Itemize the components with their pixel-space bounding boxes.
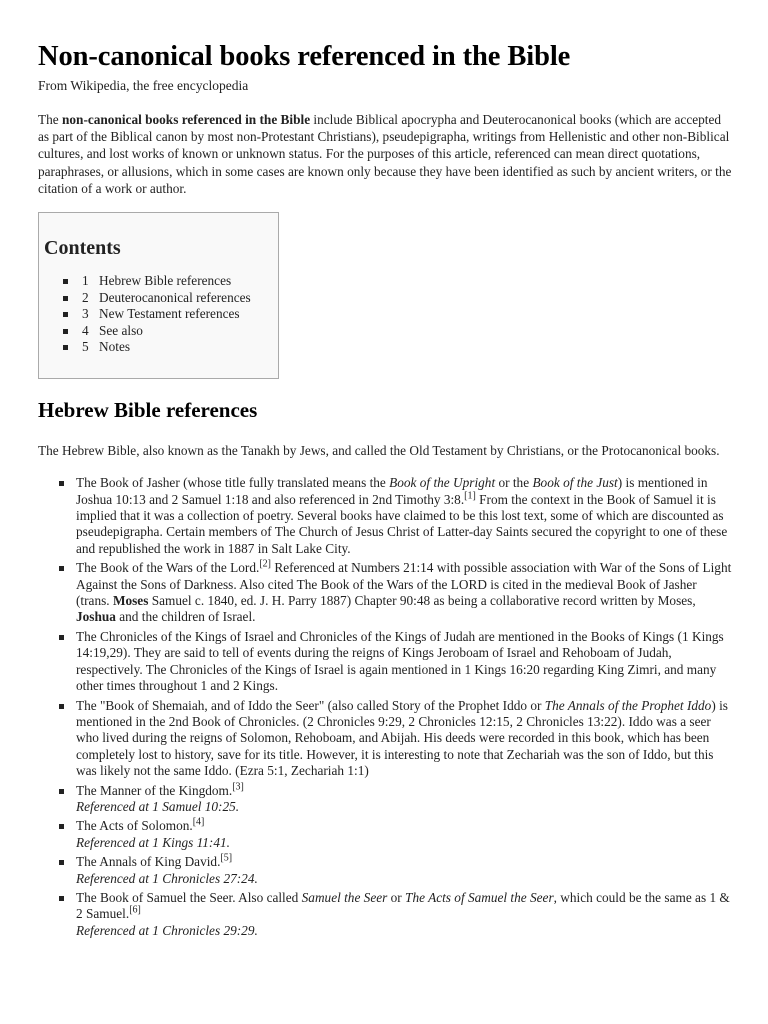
bullet-icon bbox=[59, 860, 64, 865]
list-item bbox=[38, 890, 732, 939]
toc-item-label[interactable]: Notes bbox=[99, 339, 131, 355]
item-bold: Joshua bbox=[76, 609, 116, 625]
item-text: The Chronicles of the Kings of Israel and Chronicles of the Kings of Judah are mentioned in the Books of Kings (1 Kings 14:19,29). They are said to tell of events during the reigns of Kings Jeroboam of Israel and Rehoboam of Judah, respectively. The Chronicles of the Kings of Israel is again mentioned in 1 Kings 16:20 regarding King Zimri, and many other times throughout 1 and 2 Kings. bbox=[76, 628, 724, 694]
bullet-icon bbox=[63, 312, 68, 317]
item-text: or the bbox=[495, 475, 533, 491]
toc-item-number: 2 bbox=[82, 289, 89, 305]
bullet-icon bbox=[63, 296, 68, 301]
toc-item-number: 4 bbox=[82, 322, 89, 338]
list-item bbox=[38, 560, 732, 626]
item-text: The "Book of Shemaiah, and of Iddo the Seer" (also called Story of the Prophet Iddo or bbox=[76, 697, 545, 713]
bullet-icon bbox=[63, 345, 68, 350]
bullet-icon bbox=[59, 704, 64, 709]
item-text: Samuel c. 1840, ed. J. H. Parry 1887) Chapter 90:48 as being a collaborative record written by Moses, bbox=[148, 593, 696, 609]
item-text: The Book of Samuel the Seer. Also called bbox=[76, 889, 302, 905]
intro-text-rest: include Biblical apocrypha and Deuterocanonical books (which are accepted as part of the Biblical canon by most non-Protestant Christians), pseudepigrapha, writings from Hellenistic and other non-Biblical cultures, and lost works of known or unknown status. For the purposes of this article, referenced can mean direct quotations, paraphrases, or allusions, which in some cases are known only because they have been identified as such by ancient writers, or the citation of a work or author. bbox=[38, 112, 732, 196]
toc-item-label[interactable]: Hebrew Bible references bbox=[99, 273, 232, 289]
item-text: The Book of the Wars of the Lord. bbox=[76, 560, 260, 576]
bullet-icon bbox=[59, 824, 64, 829]
table-of-contents bbox=[38, 212, 279, 379]
item-reference: Referenced at 1 Chronicles 29:29. bbox=[76, 922, 258, 938]
list-item bbox=[38, 783, 732, 816]
tagline: From Wikipedia, the free encyclopedia bbox=[38, 78, 249, 93]
bullet-icon bbox=[59, 481, 64, 486]
toc-item[interactable] bbox=[63, 339, 273, 356]
item-text: or bbox=[387, 889, 406, 905]
toc-item[interactable] bbox=[63, 323, 273, 340]
toc-item[interactable] bbox=[63, 306, 273, 323]
item-text: Referenced at Numbers 21:14 with possible association with War of the Sons of Light Against the Sons of Darkness. Also cited The Book of the Wars of the LORD is cited in the medieval Book of Jasher (trans. bbox=[76, 560, 732, 609]
bullet-icon bbox=[63, 279, 68, 284]
page-title: Non-canonical books referenced in the Bible bbox=[38, 41, 571, 72]
list-item bbox=[38, 629, 732, 695]
item-text: The Book of Jasher (whose title fully translated means the bbox=[76, 475, 390, 491]
item-bold: Moses bbox=[112, 593, 149, 609]
citation-link[interactable]: [4] bbox=[192, 816, 205, 828]
toc-item-label[interactable]: See also bbox=[99, 322, 143, 338]
citation-link[interactable]: [1] bbox=[464, 490, 476, 502]
intro-bold-term: non-canonical books referenced in the Bible bbox=[62, 112, 311, 127]
item-italic: Book of the Upright bbox=[389, 475, 496, 491]
toc-item-number: 1 bbox=[82, 273, 89, 289]
toc-item-label[interactable]: New Testament references bbox=[99, 306, 240, 322]
item-italic: Samuel the Seer bbox=[301, 889, 388, 905]
list-item bbox=[38, 698, 732, 780]
bullet-icon bbox=[63, 329, 68, 334]
item-text: ) is mentioned in Joshua 10:13 and 2 Samuel 1:18 and also referenced in 2nd Timothy 3:8. bbox=[76, 475, 708, 507]
bullet-icon bbox=[59, 896, 64, 901]
bullet-icon bbox=[59, 635, 64, 640]
item-text: ) is mentioned in the 2nd Book of Chronicles. (2 Chronicles 9:29, 2 Chronicles 12:15, 2 Chronicles 13:22). Iddo was a seer who lived during the reigns of Solomon, Rehoboam, and Abijah. His deeds were recorded in this book, which has been completely lost to history, save for its title. However, it is interesting to note that Zechariah was the son of Iddo, but this was likely not the same Iddo. (Ezra 5:1, Zechariah 1:1) bbox=[76, 697, 728, 779]
item-text: The Annals of King David. bbox=[76, 854, 221, 870]
item-italic: Book of the Just bbox=[532, 475, 618, 491]
item-reference: Referenced at 1 Samuel 10:25. bbox=[76, 798, 240, 814]
bullet-icon bbox=[59, 789, 64, 794]
item-text: The Manner of the Kingdom. bbox=[76, 782, 233, 798]
list-item bbox=[38, 818, 732, 851]
item-italic: The Acts of Samuel the Seer bbox=[405, 889, 554, 905]
item-text: , which could be the same as 1 & 2 Samuel. bbox=[76, 889, 730, 922]
reference-list bbox=[38, 475, 732, 939]
toc-list bbox=[44, 273, 273, 356]
bullet-icon bbox=[59, 566, 64, 571]
toc-item-label[interactable]: Deuterocanonical references bbox=[99, 289, 251, 305]
intro-text-start: The bbox=[38, 112, 62, 127]
citation-link[interactable]: [6] bbox=[129, 904, 141, 916]
list-item bbox=[38, 475, 732, 557]
list-item bbox=[38, 854, 732, 887]
item-reference: Referenced at 1 Chronicles 27:24. bbox=[76, 870, 258, 886]
item-text: The Acts of Solomon. bbox=[76, 818, 193, 834]
citation-link[interactable]: [2] bbox=[259, 558, 271, 570]
section-heading: Hebrew Bible references bbox=[38, 398, 258, 423]
item-text: From the context in the Book of Samuel it is implied that it was a collection of poetry. Several books have claimed to be this lost text, some of which are discounted as pseudepigrapha. Certain members of The Church of Jesus Christ of Latter-day Saints secured the copyright to one of these and republished the work in 1887 in Salt Lake City. bbox=[76, 491, 728, 556]
item-reference: Referenced at 1 Kings 11:41. bbox=[76, 834, 230, 850]
item-italic: The Annals of the Prophet Iddo bbox=[544, 697, 712, 713]
item-text: and the children of Israel. bbox=[115, 609, 256, 625]
toc-item-number: 5 bbox=[82, 339, 89, 355]
toc-item-number: 3 bbox=[82, 306, 89, 322]
toc-item[interactable] bbox=[63, 290, 273, 307]
citation-link[interactable]: [3] bbox=[232, 781, 244, 793]
toc-title: Contents bbox=[44, 237, 121, 260]
toc-item[interactable] bbox=[63, 273, 273, 290]
section-lede: The Hebrew Bible, also known as the Tanakh by Jews, and called the Old Testament by Christians, or the Protocanonical books. bbox=[38, 443, 720, 459]
intro-paragraph bbox=[38, 111, 732, 197]
citation-link[interactable]: [5] bbox=[220, 852, 233, 864]
